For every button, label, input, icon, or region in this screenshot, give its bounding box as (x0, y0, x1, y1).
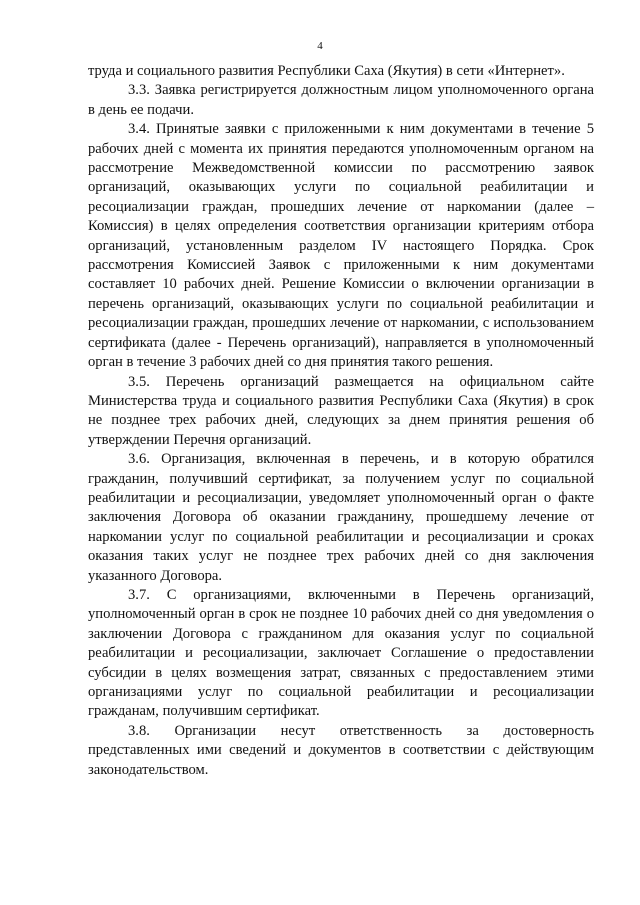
paragraph-continuation: труда и социального развития Республики Саха (Якутия) в сети «Интернет». (88, 63, 565, 79)
document-body (88, 62, 594, 780)
paragraph-3-7: 3.7. С организациями, включенными в Перечень организаций, уполномоченный орган в срок не позднее 10 рабочих дней со дня уведомления о заключении Договора с гражданином для оказания услуг по социальной реабилитации и ресоциализации, заключает Соглашение о предоставлении субсидии в целях возмещения затрат, связанных с предоставлением этими организациями услуг по социальной реабилитации и ресоциализации гражданам, получившим сертификат. (88, 586, 594, 720)
paragraph-3-5: 3.5. Перечень организаций размещается на официальном сайте Министерства труда и социального развития Республики Саха (Якутия) в срок не позднее трех рабочих дней, следующих за днем принятия решения об утверждении Перечня организаций. (88, 373, 594, 448)
paragraph-3-3: 3.3. Заявка регистрируется должностным лицом уполномоченного органа в день ее подачи. (88, 82, 594, 118)
paragraph-3-6: 3.6. Организация, включенная в перечень, и в которую обратился гражданин, получивший сертификат, за получением услуг по социальной реабилитации и ресоциализации, уведомляет уполномоченный орган о факте заключения Договора об оказании гражданину, прошедшему лечение от наркомании услуг по социальной реабилитации и ресоциализации и сроках оказания таких услуг не позднее трех рабочих дней со дня заключения указанного Договора. (88, 451, 594, 584)
page-number: 4 (317, 40, 323, 52)
paragraph-3-4: 3.4. Принятые заявки с приложенными к ним документами в течение 5 рабочих дней с момента их принятия передаются уполномоченным органом на рассмотрение Межведомственной комиссии по рассмотрению заявок организаций, оказывающих услуги по социальной реабилитации и ресоциализации граждан, прошедших лечение от наркомании (далее – Комиссия) в целях определения соответствия организации критериям отбора организаций, установленным разделом IV настоящего Порядка. Срок рассмотрения Комиссией Заявок с приложенными к ним документами составляет 10 рабочих дней. Решение Комиссии о включении организации в перечень организаций, оказывающих услуги по социальной реабилитации и ресоциализации граждан, прошедших лечение от наркомании, с использованием сертификата (далее - Перечень организаций), направляется в уполномоченный орган в течение 3 рабочих дней со дня принятия такого решения. (88, 121, 594, 371)
paragraph-3-8: 3.8. Организации несут ответственность за достоверность представленных ими сведений и документов в соответствии с действующим законодательством. (88, 722, 594, 778)
